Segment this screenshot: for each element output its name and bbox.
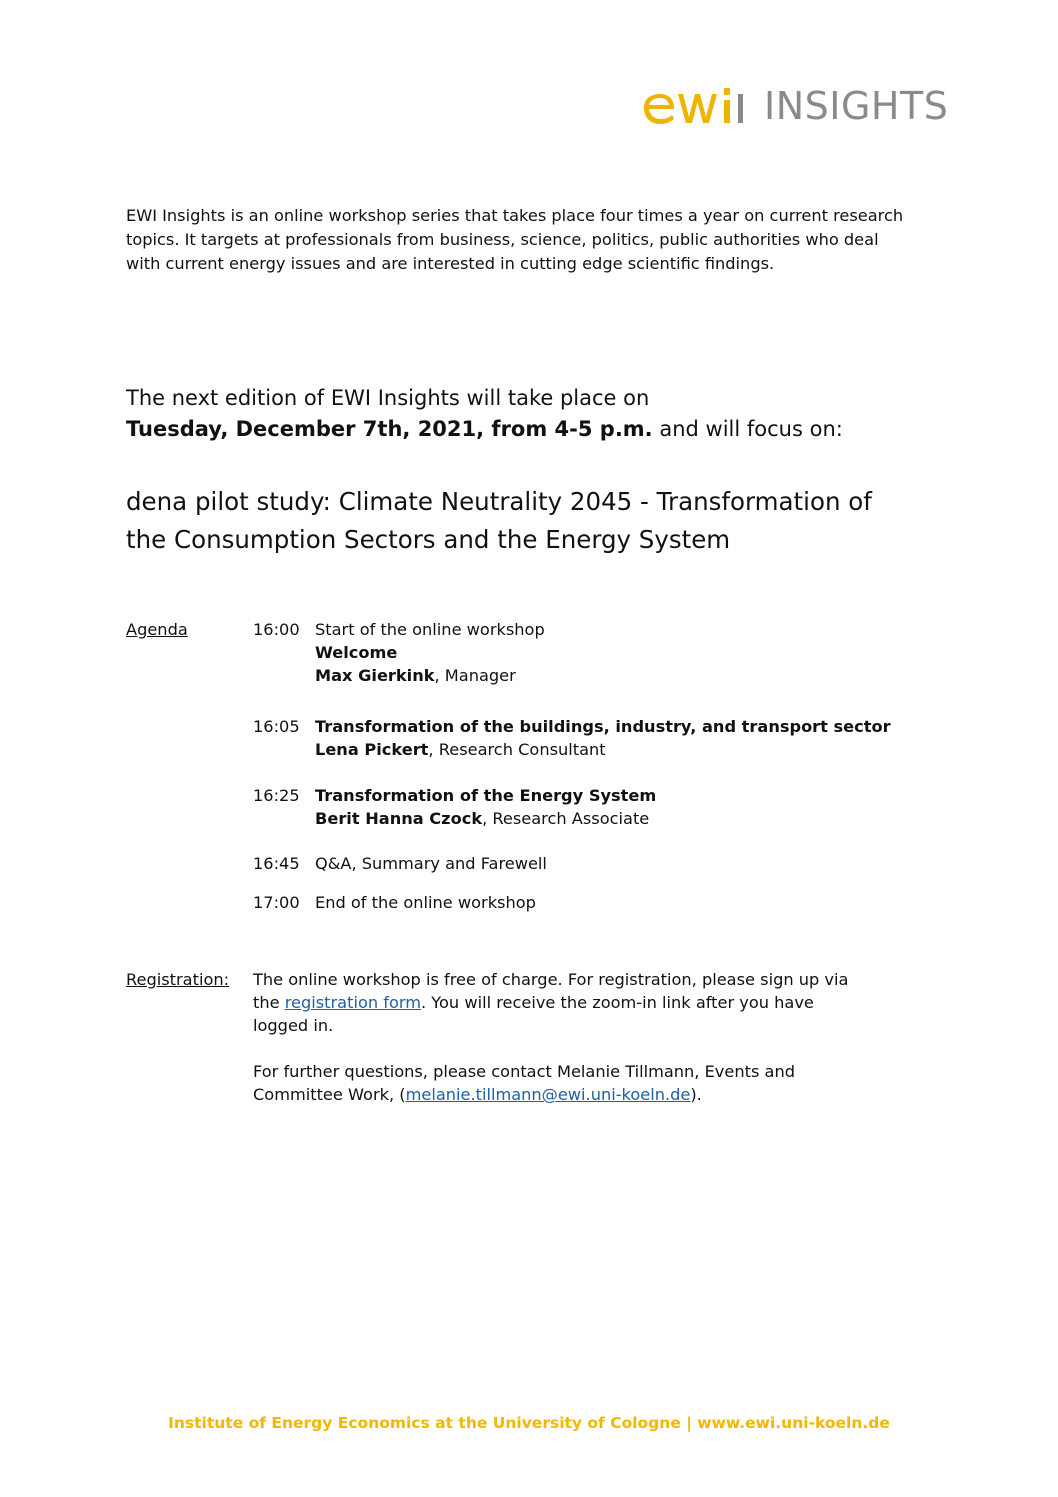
registration-line-1: The online workshop is free of charge. For registration, please sign up via bbox=[253, 970, 849, 989]
agenda-time: 16:00 bbox=[253, 620, 300, 639]
agenda-title bbox=[315, 784, 935, 807]
agenda-time: 17:00 bbox=[253, 893, 300, 912]
agenda-content bbox=[315, 784, 935, 830]
page-footer: Institute of Energy Economics at the University of Cologne | www.ewi.uni-koeln.de bbox=[168, 1414, 890, 1432]
agenda-speaker bbox=[315, 807, 935, 830]
agenda-speaker bbox=[315, 664, 935, 687]
announcement-line-1: The next edition of EWI Insights will take place on bbox=[126, 386, 650, 410]
agenda-content bbox=[315, 618, 935, 687]
topic-line-2: the Consumption Sectors and the Energy System bbox=[126, 525, 731, 554]
event-date: Tuesday, December 7th, 2021, from 4-5 p.m. bbox=[126, 417, 653, 441]
agenda-content bbox=[315, 891, 935, 914]
speaker-role: , Research Consultant bbox=[428, 740, 606, 759]
agenda-time: 16:05 bbox=[253, 717, 300, 736]
workshop-topic bbox=[126, 483, 926, 559]
registration-form-link[interactable]: registration form bbox=[284, 993, 421, 1012]
speaker-role: , Research Associate bbox=[482, 809, 650, 828]
registration-line-3: logged in. bbox=[253, 1016, 334, 1035]
registration-line-2-pre: the bbox=[253, 993, 285, 1012]
agenda-title-bold: Transformation of the Energy System bbox=[315, 786, 657, 805]
agenda-time: 16:25 bbox=[253, 786, 300, 805]
ewi-insights-logo bbox=[640, 80, 985, 132]
registration-paragraph bbox=[253, 968, 893, 1037]
contact-line-1: For further questions, please contact Melanie Tillmann, Events and bbox=[253, 1062, 795, 1081]
agenda-time: 16:45 bbox=[253, 854, 300, 873]
agenda-content bbox=[315, 852, 935, 875]
contact-email-link[interactable]: melanie.tillmann@ewi.uni-koeln.de bbox=[405, 1085, 691, 1104]
speaker-name: Berit Hanna Czock bbox=[315, 809, 483, 828]
registration-line-2 bbox=[253, 991, 893, 1014]
agenda-title-bold: Welcome bbox=[315, 643, 398, 662]
speaker-role: , Manager bbox=[434, 666, 516, 685]
announcement-line-2-rest: and will focus on: bbox=[652, 417, 843, 441]
announcement-line-2 bbox=[126, 414, 926, 445]
contact-line-2-post: ). bbox=[690, 1085, 702, 1104]
contact-paragraph bbox=[253, 1060, 893, 1106]
agenda-title bbox=[315, 715, 935, 738]
agenda-label: Agenda bbox=[126, 620, 188, 639]
agenda-title bbox=[315, 641, 935, 664]
speaker-name: Max Gierkink bbox=[315, 666, 435, 685]
agenda-content bbox=[315, 715, 935, 761]
agenda-speaker bbox=[315, 738, 935, 761]
agenda-title-bold: Transformation of the buildings, industry, and transport sector bbox=[315, 717, 891, 736]
agenda-text: Q&A, Summary and Farewell bbox=[315, 854, 547, 873]
intro-paragraph: EWI Insights is an online workshop series that takes place four times a year on current research topics. It targets at professionals from business, science, politics, public authorities who deal with current energy issues and are interested in cutting edge scientific findings. bbox=[126, 206, 904, 273]
agenda-text: End of the online workshop bbox=[315, 893, 536, 912]
registration-label: Registration: bbox=[126, 970, 230, 989]
ewi-logo-mark bbox=[640, 80, 760, 132]
logo-wordmark: INSIGHTS bbox=[764, 84, 949, 128]
announcement bbox=[126, 383, 926, 445]
contact-line-2 bbox=[253, 1083, 893, 1106]
contact-line-2-pre: Committee Work, ( bbox=[253, 1085, 406, 1104]
agenda-text: Start of the online workshop bbox=[315, 620, 545, 639]
registration-line-2-post: . You will receive the zoom-in link after you have bbox=[421, 993, 814, 1012]
topic-line-1: dena pilot study: Climate Neutrality 2045 - Transformation of bbox=[126, 487, 872, 516]
speaker-name: Lena Pickert bbox=[315, 740, 429, 759]
